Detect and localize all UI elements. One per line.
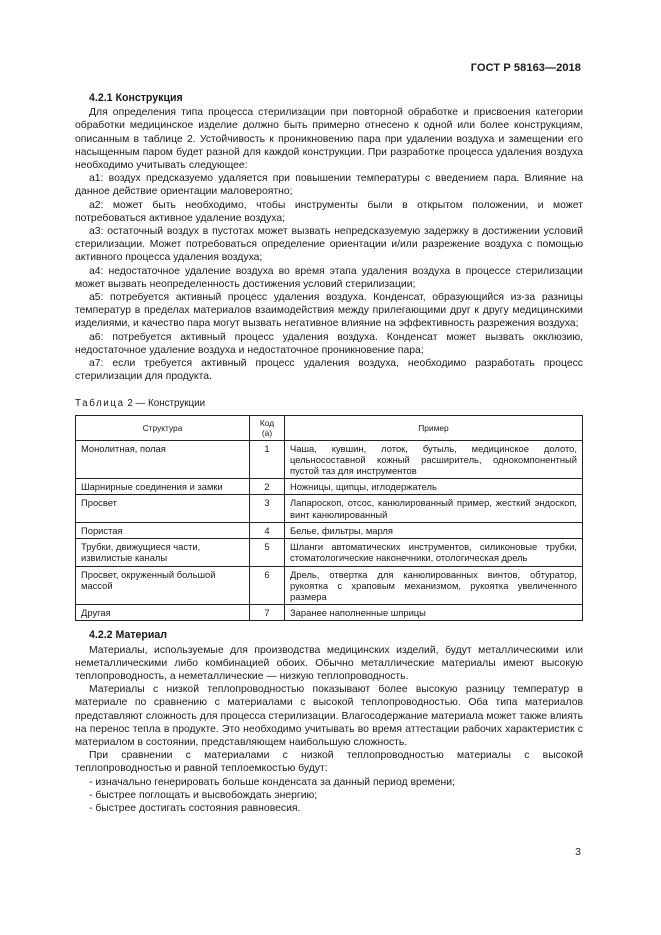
paragraph-a4: а4: недостаточное удаление воздуха во время этапа удаления воздуха в процессе стерилизации может вызвать неопределенность достижения условий стерилизации; bbox=[75, 265, 583, 290]
page-number: 3 bbox=[575, 846, 581, 858]
constructions-table bbox=[75, 415, 583, 622]
table-row bbox=[76, 479, 583, 495]
section-4-2-1-title: 4.2.1 Конструкция bbox=[89, 92, 183, 104]
cell-structure: Монолитная, полая bbox=[76, 440, 250, 479]
table-row bbox=[76, 566, 583, 605]
header-code: Код (а) bbox=[250, 415, 285, 440]
cell-structure: Трубки, движущиеся части, извилистые каналы bbox=[76, 539, 250, 566]
table-caption-word: Таблица bbox=[75, 398, 125, 410]
cell-example: Дрель, отвертка для канюлированных винтов, обтуратор, рукоятка с храповым механизмом, рукоятка увеличенного размера bbox=[285, 566, 583, 605]
list-item: - изначально генерировать больше конденсата за данный период времени; bbox=[89, 776, 455, 788]
table-row bbox=[76, 539, 583, 566]
standard-number-header: ГОСТ Р 58163—2018 bbox=[470, 62, 581, 74]
table-row bbox=[76, 605, 583, 621]
cell-structure: Просвет, окруженный большой массой bbox=[76, 566, 250, 605]
cell-code: 6 bbox=[250, 566, 285, 605]
paragraph-a5: а5: потребуется активный процесс удаления воздуха. Конденсат, образующийся из-за разницы температур в пределах материалов взаимодействия между прилегающими друг к другу медицинскими изделиями, и качество пара могут вызвать негативное влияние на эффективность разрежения воздуха; bbox=[75, 292, 583, 330]
paragraph: Материалы с низкой теплопроводностью показывают более высокую разницу температур в материале по сравнению с материалами с высокой теплопроводностью. Оба типа материалов представляют сложность для процесса стерилизации. Влагосодержание материала может также влиять на перенос тепла в продукте. Это необходимо учитывать во время аттестации рабочих характеристик с материалом в состоянии, представляющем наибольшую сложность. bbox=[75, 684, 583, 748]
header-structure: Структура bbox=[76, 415, 250, 440]
cell-example: Ножницы, щипцы, иглодержатель bbox=[285, 479, 583, 495]
list-item: - быстрее достигать состояния равновесия. bbox=[89, 802, 301, 814]
cell-structure: Просвет bbox=[76, 495, 250, 522]
cell-structure: Пористая bbox=[76, 522, 250, 538]
cell-structure: Другая bbox=[76, 605, 250, 621]
paragraph-a3: а3: остаточный воздух в пустотах может вызвать непредсказуемую задержку в достижении условий стерилизации. Может потребоваться определение ориентации и/или разрежение воздуха с помощью активного процесса удаления воздуха; bbox=[75, 226, 583, 264]
paragraph: Материалы, используемые для производства медицинских изделий, будут металлическими или неметаллическими либо комбинацией обоих. Обычно металлические материалы имеют высокую теплопроводность, а неметаллические — низкую теплопроводность. bbox=[75, 644, 583, 682]
paragraph-a6: а6: потребуется активный процесс удаления воздуха. Конденсат может вызвать окклюзию, недостаточное удаление воздуха и недостаточное проникновение пара; bbox=[75, 331, 583, 356]
cell-code: 5 bbox=[250, 539, 285, 566]
cell-code: 4 bbox=[250, 522, 285, 538]
table-row bbox=[76, 495, 583, 522]
paragraph: Для определения типа процесса стерилизации при повторной обработке и присвоения категории обработки медицинское изделие должно быть примерно отнесено к одной или более конструкциям, описанным в таблице 2. Устойчивость к проникновению пара при удалении воздуха и замещении его насыщенным паром будет разной для каждой конструкции. При разработке процесса удаления воздуха необходимо учитывать следующее: bbox=[75, 107, 583, 172]
table-caption-rest: 2 — Конструкции bbox=[124, 398, 206, 410]
page-content bbox=[75, 92, 583, 815]
table-header-row bbox=[76, 415, 583, 440]
cell-example: Заранее наполненные шприцы bbox=[285, 605, 583, 621]
paragraph-a1: а1: воздух предсказуемо удаляется при повышении температуры с введением пара. Влияние на данное действие ориентации маловероятно; bbox=[75, 173, 583, 198]
paragraph-a7: а7: если требуется активный процесс удаления воздуха, необходимо разработать процесс стерилизации для продукта. bbox=[75, 358, 583, 383]
cell-code: 2 bbox=[250, 479, 285, 495]
section-4-2-2-title: 4.2.2 Материал bbox=[89, 629, 168, 642]
paragraph-a2: а2: может быть необходимо, чтобы инструменты были в открытом положении, и может потребоваться активное удаление воздуха; bbox=[75, 199, 583, 224]
cell-code: 1 bbox=[250, 440, 285, 479]
cell-example: Шланги автоматических инструментов, силиконовые трубки, стоматологические наконечники, отологическая дрель bbox=[285, 539, 583, 566]
cell-example: Лапароскоп, отсос, канюлированный пример, жесткий эндоскоп, винт канюлированный bbox=[285, 495, 583, 522]
cell-example: Белье, фильтры, марля bbox=[285, 522, 583, 538]
table-row bbox=[76, 440, 583, 479]
paragraph: При сравнении с материалами с низкой теплопроводностью материалы с высокой теплопроводностью и равной теплоемкостью будут: bbox=[75, 750, 583, 775]
cell-code: 3 bbox=[250, 495, 285, 522]
cell-code: 7 bbox=[250, 605, 285, 621]
cell-structure: Шарнирные соединения и замки bbox=[76, 479, 250, 495]
header-example: Пример bbox=[285, 415, 583, 440]
cell-example: Чаша, кувшин, лоток, бутыль, медицинское долото, цельносоставной кожный расширитель, однокомпонентный пустой таз для инструментов bbox=[285, 440, 583, 479]
table-caption bbox=[75, 397, 583, 410]
list-item: - быстрее поглощать и высвобождать энергию; bbox=[89, 789, 318, 801]
table-row bbox=[76, 522, 583, 538]
